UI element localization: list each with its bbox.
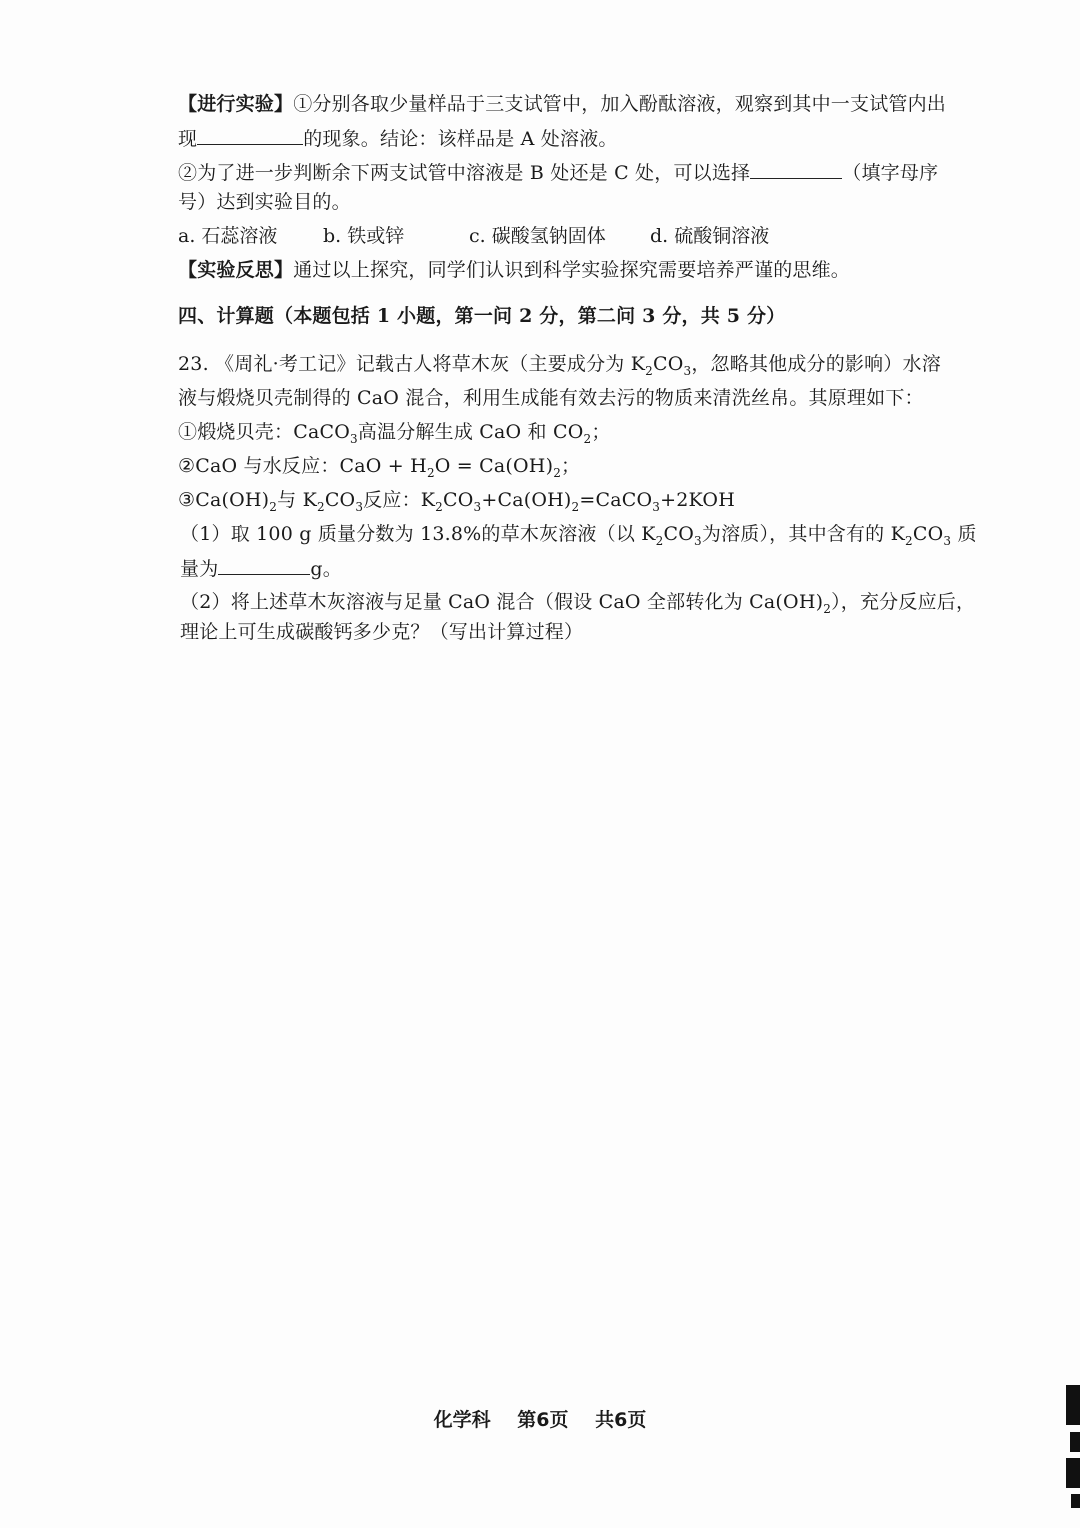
step3-text: +2KOH bbox=[660, 489, 735, 511]
q23-part-1-line-2 bbox=[180, 556, 342, 581]
subscript: 2 bbox=[655, 533, 664, 548]
subscript: 3 bbox=[473, 499, 482, 514]
part2-text: （2）将上述草木灰溶液与足量 CaO 混合（假设 CaO 全部转化为 Ca(OH) bbox=[180, 591, 824, 613]
step3-text: 反应：K bbox=[363, 489, 436, 511]
subscript: 3 bbox=[683, 363, 692, 378]
subscript: 2 bbox=[571, 499, 580, 514]
subscript: 2 bbox=[316, 499, 325, 514]
q23-text-1a: 23. 《周礼·考工记》记载古人将草木灰（主要成分为 K bbox=[178, 353, 646, 375]
part1-text: （1）取 100 g 质量分数为 13.8%的草木灰溶液（以 K bbox=[180, 523, 656, 545]
step3-text: ③Ca(OH) bbox=[178, 489, 270, 511]
q23-step-1 bbox=[178, 420, 611, 444]
experiment-line-4: 号）达到实验目的。 bbox=[178, 191, 351, 213]
experiment-line-2 bbox=[178, 126, 618, 151]
scan-edge-mark bbox=[1071, 1494, 1080, 1508]
q23-step-2 bbox=[178, 454, 580, 478]
subscript: 2 bbox=[905, 533, 913, 548]
subscript: 3 bbox=[652, 499, 661, 514]
experiment-text-3-post: （填字母序 bbox=[842, 162, 939, 184]
scan-edge-mark bbox=[1066, 1458, 1080, 1488]
reflection-line bbox=[178, 258, 850, 282]
answer-blank-1[interactable] bbox=[197, 126, 303, 145]
reflection-tag: 【实验反思】 bbox=[178, 259, 294, 281]
scan-edge-mark bbox=[1066, 1385, 1080, 1425]
step2-text-b: O = Ca(OH) bbox=[434, 455, 554, 477]
q23-part-2-line-1 bbox=[180, 590, 975, 614]
subscript: 3 bbox=[355, 499, 364, 514]
step2-text-a: ②CaO 与水反应：CaO + H bbox=[178, 455, 427, 477]
subscript: 2 bbox=[435, 499, 444, 514]
answer-blank-3[interactable] bbox=[218, 556, 310, 575]
experiment-text-2-pre: 现 bbox=[178, 128, 198, 150]
q23-part-1-line-1 bbox=[180, 522, 977, 546]
q23-text-1c: ，忽略其他成分的影响）水溶 bbox=[691, 353, 941, 375]
q23-line-1 bbox=[178, 352, 941, 376]
scan-edge-mark bbox=[1070, 1432, 1080, 1452]
experiment-text-2-post: 的现象。结论：该样品是 A 处溶液。 bbox=[303, 128, 618, 150]
subscript: 3 bbox=[349, 431, 358, 446]
subscript: 3 bbox=[694, 533, 702, 548]
footer-total-pages: 共6页 bbox=[595, 1409, 647, 1431]
step1-text-a: ①煅烧贝壳：CaCO bbox=[178, 421, 350, 443]
step1-text-b: 高温分解生成 CaO 和 CO bbox=[357, 421, 584, 443]
subscript: 3 bbox=[943, 533, 952, 548]
part2-text: ），充分反应后， bbox=[831, 591, 976, 613]
option-b: b. 铁或锌 bbox=[323, 225, 405, 247]
answer-blank-2[interactable] bbox=[750, 160, 842, 179]
footer-page-number: 第6页 bbox=[517, 1409, 569, 1431]
subscript: 2 bbox=[426, 465, 435, 480]
q23-step-3 bbox=[178, 488, 735, 512]
option-d: d. 硫酸铜溶液 bbox=[650, 225, 770, 247]
step3-text: +Ca(OH) bbox=[481, 489, 572, 511]
experiment-text-1: ①分别各取少量样品于三支试管中，加入酚酞溶液，观察到其中一支试管内出 bbox=[293, 93, 947, 115]
option-c: c. 碳酸氢钠固体 bbox=[469, 225, 606, 247]
part1-text: 为溶质），其中含有的 K bbox=[701, 523, 906, 545]
subscript: 2 bbox=[823, 601, 832, 616]
part1-line2-pre: 量为 bbox=[180, 558, 219, 580]
q23-text-1b: CO bbox=[652, 353, 684, 375]
subscript: 2 bbox=[583, 431, 592, 446]
step2-text-c: ； bbox=[561, 455, 581, 477]
experiment-tag: 【进行实验】 bbox=[178, 93, 294, 115]
reflection-text: 通过以上探究，同学们认识到科学实验探究需要培养严谨的思维。 bbox=[293, 259, 851, 281]
part1-line2-post: g。 bbox=[310, 558, 342, 580]
experiment-line-3 bbox=[178, 160, 938, 185]
subscript: 2 bbox=[645, 363, 653, 378]
step3-text: =CaCO bbox=[579, 489, 653, 511]
section-4-heading: 四、计算题（本题包括 1 小题，第一问 2 分，第二问 3 分，共 5 分） bbox=[178, 305, 786, 327]
page-footer bbox=[0, 1405, 1080, 1432]
step3-text: 与 K bbox=[277, 489, 317, 511]
q23-part-2-line-2: 理论上可生成碳酸钙多少克？（写出计算过程） bbox=[180, 621, 584, 643]
q23-line-2: 液与煅烧贝壳制得的 CaO 混合，利用生成能有效去污的物质来清洗丝帛。其原理如下： bbox=[178, 387, 924, 409]
subscript: 2 bbox=[553, 465, 562, 480]
subscript: 2 bbox=[269, 499, 278, 514]
option-a: a. 石蕊溶液 bbox=[178, 225, 278, 247]
experiment-line-1 bbox=[178, 92, 946, 116]
part1-text: CO bbox=[663, 523, 695, 545]
step1-text-c: ； bbox=[591, 421, 611, 443]
step3-text: CO bbox=[324, 489, 356, 511]
experiment-text-3-pre: ②为了进一步判断余下两支试管中溶液是 B 处还是 C 处，可以选择 bbox=[178, 162, 751, 184]
part1-text: 质 bbox=[951, 523, 977, 545]
part1-text: CO bbox=[912, 523, 944, 545]
footer-subject: 化学科 bbox=[433, 1409, 491, 1431]
step3-text: CO bbox=[443, 489, 474, 511]
